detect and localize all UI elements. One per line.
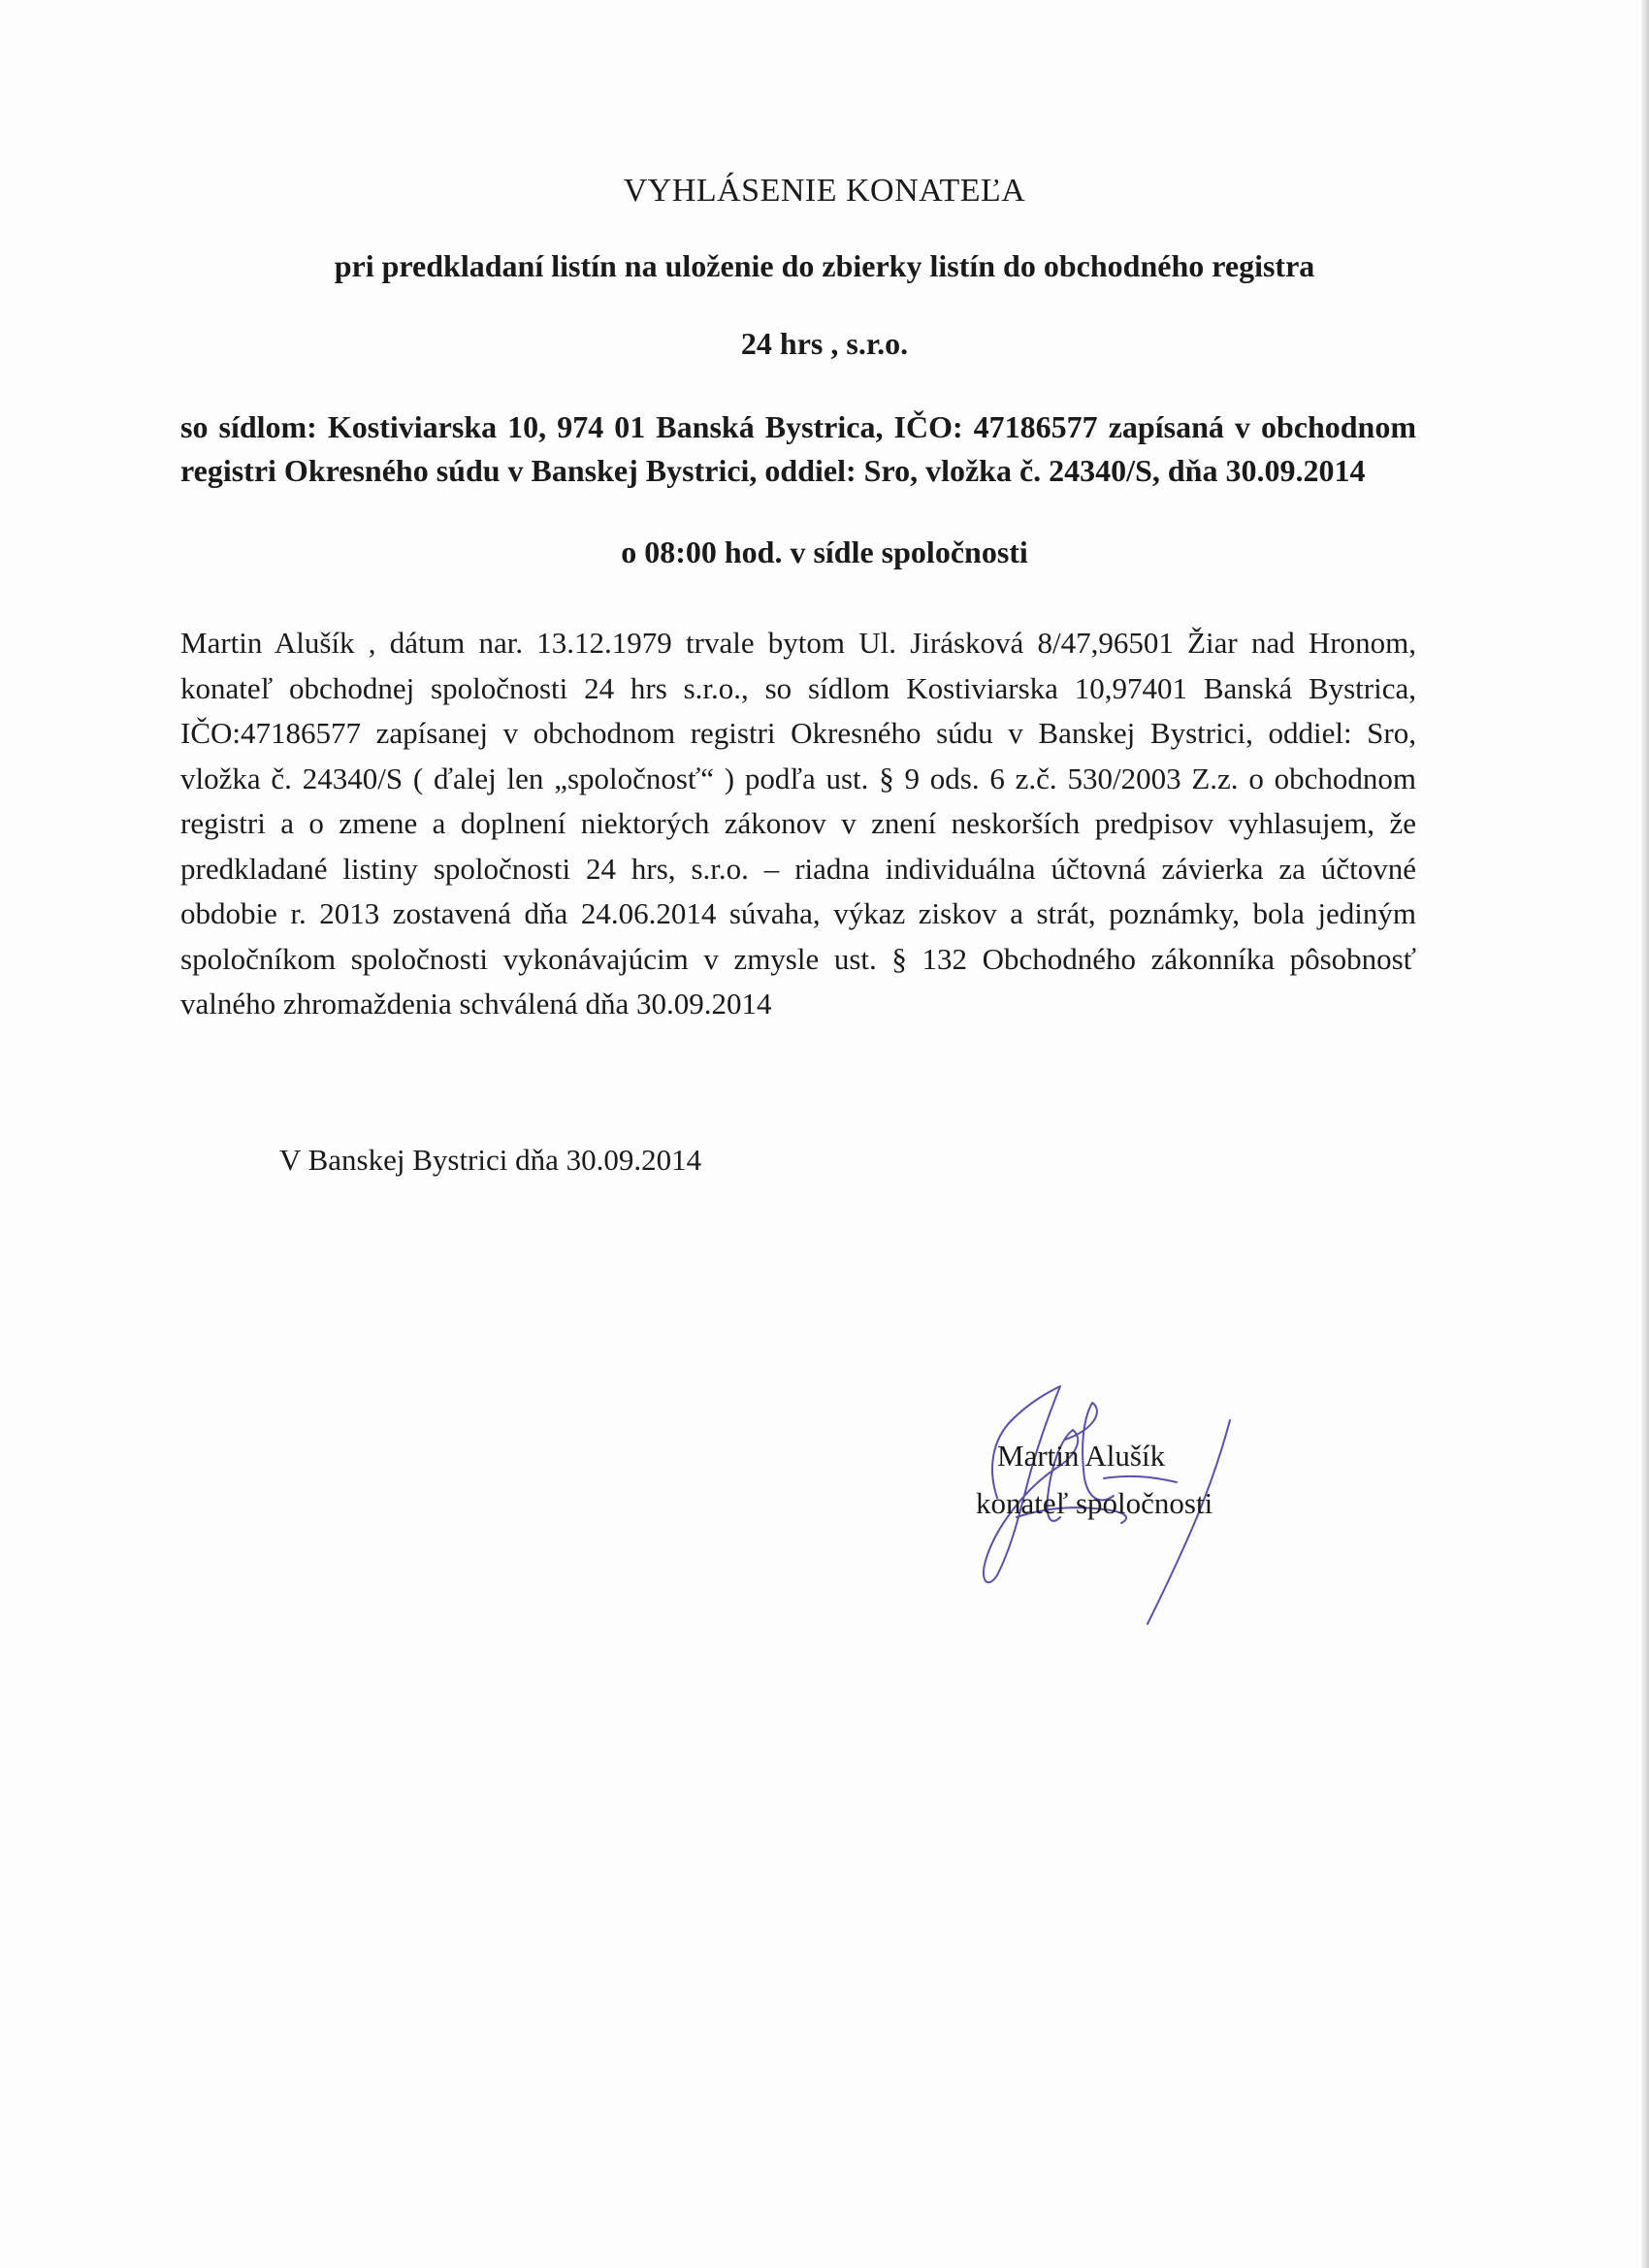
declaration-body: Martin Alušík , dátum nar. 13.12.1979 trvale bytom Ul. Jirásková 8/47,96501 Žiar nad Hronom, konateľ obchodnej spoločnosti 24 hrs s.r.o., so sídlom Kostiviarska 10,97401 Banská Bystrica, IČO:47186577 zapísanej v obchodnom registri Okresného súdu v Banskej Bystrici, oddiel: Sro, vložka č. 24340/S ( ďalej len „spoločnosť“ ) podľa ust. § 9 ods. 6 z.č. 530/2003 Z.z. o obchodnom registri a o zmene a doplnení niektorých zákonov v znení neskorších predpisov vyhlasujem, že predkladané listiny spoločnosti 24 hrs, s.r.o. – riadna individuálna účtovná závierka za účtovné obdobie r. 2013 zostavená dňa 24.06.2014 súvaha, výkaz ziskov a strát, poznámky, bola jediným spoločníkom spoločnosti vykonávajúcim v zmysle ust. § 132 Obchodného zákonníka pôsobnosť valného zhromaždenia schválená dňa 30.09.2014 xyxy=(180,626,1416,1021)
meeting-time: o 08:00 hod. v sídle spoločnosti xyxy=(621,535,1028,569)
signatory-role: konateľ spoločnosti xyxy=(976,1486,1213,1520)
signatory-name: Martin Alušík xyxy=(997,1439,1166,1473)
signature-stroke xyxy=(984,1386,1078,1582)
place-and-date: V Banskej Bystrici dňa 30.09.2014 xyxy=(279,1143,702,1177)
signature-stroke xyxy=(1104,1476,1177,1482)
document-title: VYHLÁSENIE KONATEĽA xyxy=(623,173,1026,209)
company-name: 24 hrs , s.r.o. xyxy=(740,326,909,361)
document-subtitle: pri predkladaní listín na uloženie do zbierky listín do obchodného registra xyxy=(334,248,1315,283)
company-seat-paragraph: so sídlom: Kostiviarska 10, 974 01 Banská Bystrica, IČO: 47186577 zapísaná v obchodnom registri Okresného súdu v Banskej Bystrici, oddiel: Sro, vložka č. 24340/S, dňa 30.09.2014 xyxy=(180,409,1416,488)
